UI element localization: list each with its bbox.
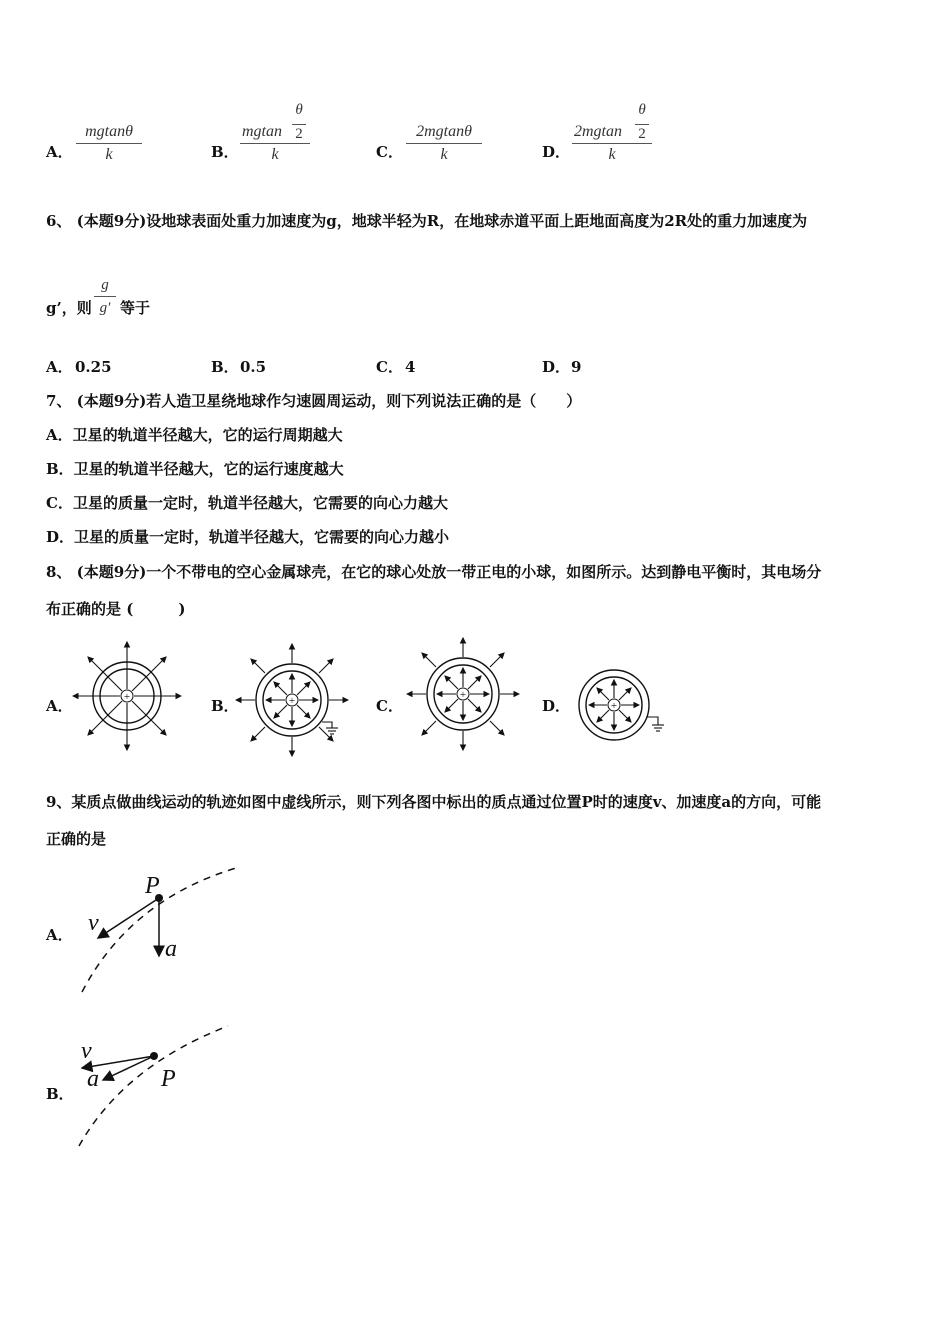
q8-figure-d bbox=[579, 670, 664, 740]
q9-figure-a-v-label: v bbox=[88, 910, 99, 936]
q6-option-b-text: 0.5 bbox=[240, 358, 267, 376]
q9-figure-a-a-label: a bbox=[165, 936, 177, 962]
q8-figure-b bbox=[236, 644, 348, 756]
q8-stem-line2: 布正确的是 ( ) bbox=[46, 600, 186, 618]
q9-figure-b-point-label: P bbox=[161, 1066, 176, 1092]
q5-option-c-denominator: k bbox=[440, 146, 448, 163]
q6-option-d-text: 9 bbox=[571, 358, 582, 376]
q5-option-c-fraction bbox=[406, 122, 482, 165]
q8-figure-d-charge: + bbox=[610, 700, 618, 712]
q9-figure-b-v-label: v bbox=[81, 1038, 92, 1064]
q5-option-b-denominator: k bbox=[271, 146, 279, 163]
q5-option-b-label: B． bbox=[211, 143, 239, 161]
q5-option-b-theta: θ bbox=[295, 102, 303, 118]
q7-option-a: A．卫星的轨道半径越大，它的运行周期越大 bbox=[46, 426, 343, 444]
q5-option-b-two: 2 bbox=[295, 126, 303, 142]
q8-figure-c bbox=[407, 638, 519, 750]
q8-figures bbox=[0, 630, 700, 760]
q7-option-b: B．卫星的轨道半径越大，它的运行速度越大 bbox=[46, 460, 344, 478]
q8-figure-c-charge: + bbox=[459, 689, 467, 701]
q8-figure-b-charge: + bbox=[288, 695, 296, 707]
q6-line2-suffix: 等于 bbox=[120, 299, 151, 317]
q6-option-a-label: A． bbox=[46, 358, 73, 376]
q9-option-a-label: A． bbox=[46, 926, 73, 944]
q8-option-d-label: D． bbox=[542, 697, 571, 715]
q5-option-a-label: A． bbox=[46, 143, 73, 161]
q5-option-d-label: D． bbox=[542, 143, 571, 161]
q6-fraction bbox=[94, 275, 116, 318]
q9-stem-line1: 9、某质点做曲线运动的轨迹如图中虚线所示，则下列各图中标出的质点通过位置P时的速度v、加速度a的方向，可能 bbox=[46, 793, 822, 811]
q5-option-a-fraction bbox=[76, 122, 142, 165]
q7-stem: 7、 (本题9分)若人造卫星绕地球作匀速圆周运动，则下列说法正确的是（ ） bbox=[46, 392, 582, 410]
q8-stem-line1: 8、 (本题9分)一个不带电的空心金属球壳，在它的球心处放一带正电的小球，如图所示。达到静电平衡时，其电场分 bbox=[46, 563, 822, 581]
q5-option-d-two: 2 bbox=[638, 126, 646, 142]
q8-figure-a bbox=[73, 642, 181, 750]
q8-figure-a-charge: + bbox=[123, 691, 131, 703]
q5-option-d-denominator: k bbox=[608, 146, 616, 163]
q6-line2-prefix: g’，则 bbox=[46, 299, 92, 317]
q9-option-b-label: B． bbox=[46, 1085, 74, 1103]
q6-stem: 6、 (本题9分)设地球表面处重力加速度为g，地球半轻为R，在地球赤道平面上距地面高度为2R处的重力加速度为 bbox=[46, 212, 808, 230]
q6-option-c-label: C． bbox=[376, 358, 403, 376]
q8-option-c-label: C． bbox=[376, 697, 403, 715]
q9-figure-a-point-label: P bbox=[145, 873, 160, 899]
q6-option-d-label: D． bbox=[542, 358, 571, 376]
q9-figure-a bbox=[60, 860, 260, 1000]
q7-option-d: D．卫星的质量一定时，轨道半径越大，它需要的向心力越小 bbox=[46, 528, 450, 546]
q5-option-a-denominator: k bbox=[105, 146, 113, 163]
q5-option-b-numerator: mgtan bbox=[242, 123, 282, 140]
q6-fraction-denominator: g′ bbox=[99, 300, 111, 316]
q5-option-d-numerator: 2mgtan bbox=[574, 123, 622, 140]
q8-option-a-label: A． bbox=[46, 697, 73, 715]
q7-option-c: C．卫星的质量一定时，轨道半径越大，它需要的向心力越大 bbox=[46, 494, 448, 512]
q5-option-c-numerator: 2mgtanθ bbox=[416, 123, 472, 140]
q9-stem-line2: 正确的是 bbox=[46, 830, 107, 848]
q9-figure-b-a-label: a bbox=[87, 1066, 99, 1092]
q9-figure-b bbox=[60, 1018, 260, 1158]
q6-option-a-text: 0.25 bbox=[75, 358, 112, 376]
q6-option-b-label: B． bbox=[211, 358, 239, 376]
q8-option-b-label: B． bbox=[211, 697, 239, 715]
q6-fraction-numerator: g bbox=[101, 277, 109, 293]
q5-option-a-numerator: mgtanθ bbox=[85, 123, 133, 140]
q5-option-c-label: C． bbox=[376, 143, 403, 161]
q5-option-d-theta: θ bbox=[638, 102, 646, 118]
q6-option-c-text: 4 bbox=[405, 358, 416, 376]
